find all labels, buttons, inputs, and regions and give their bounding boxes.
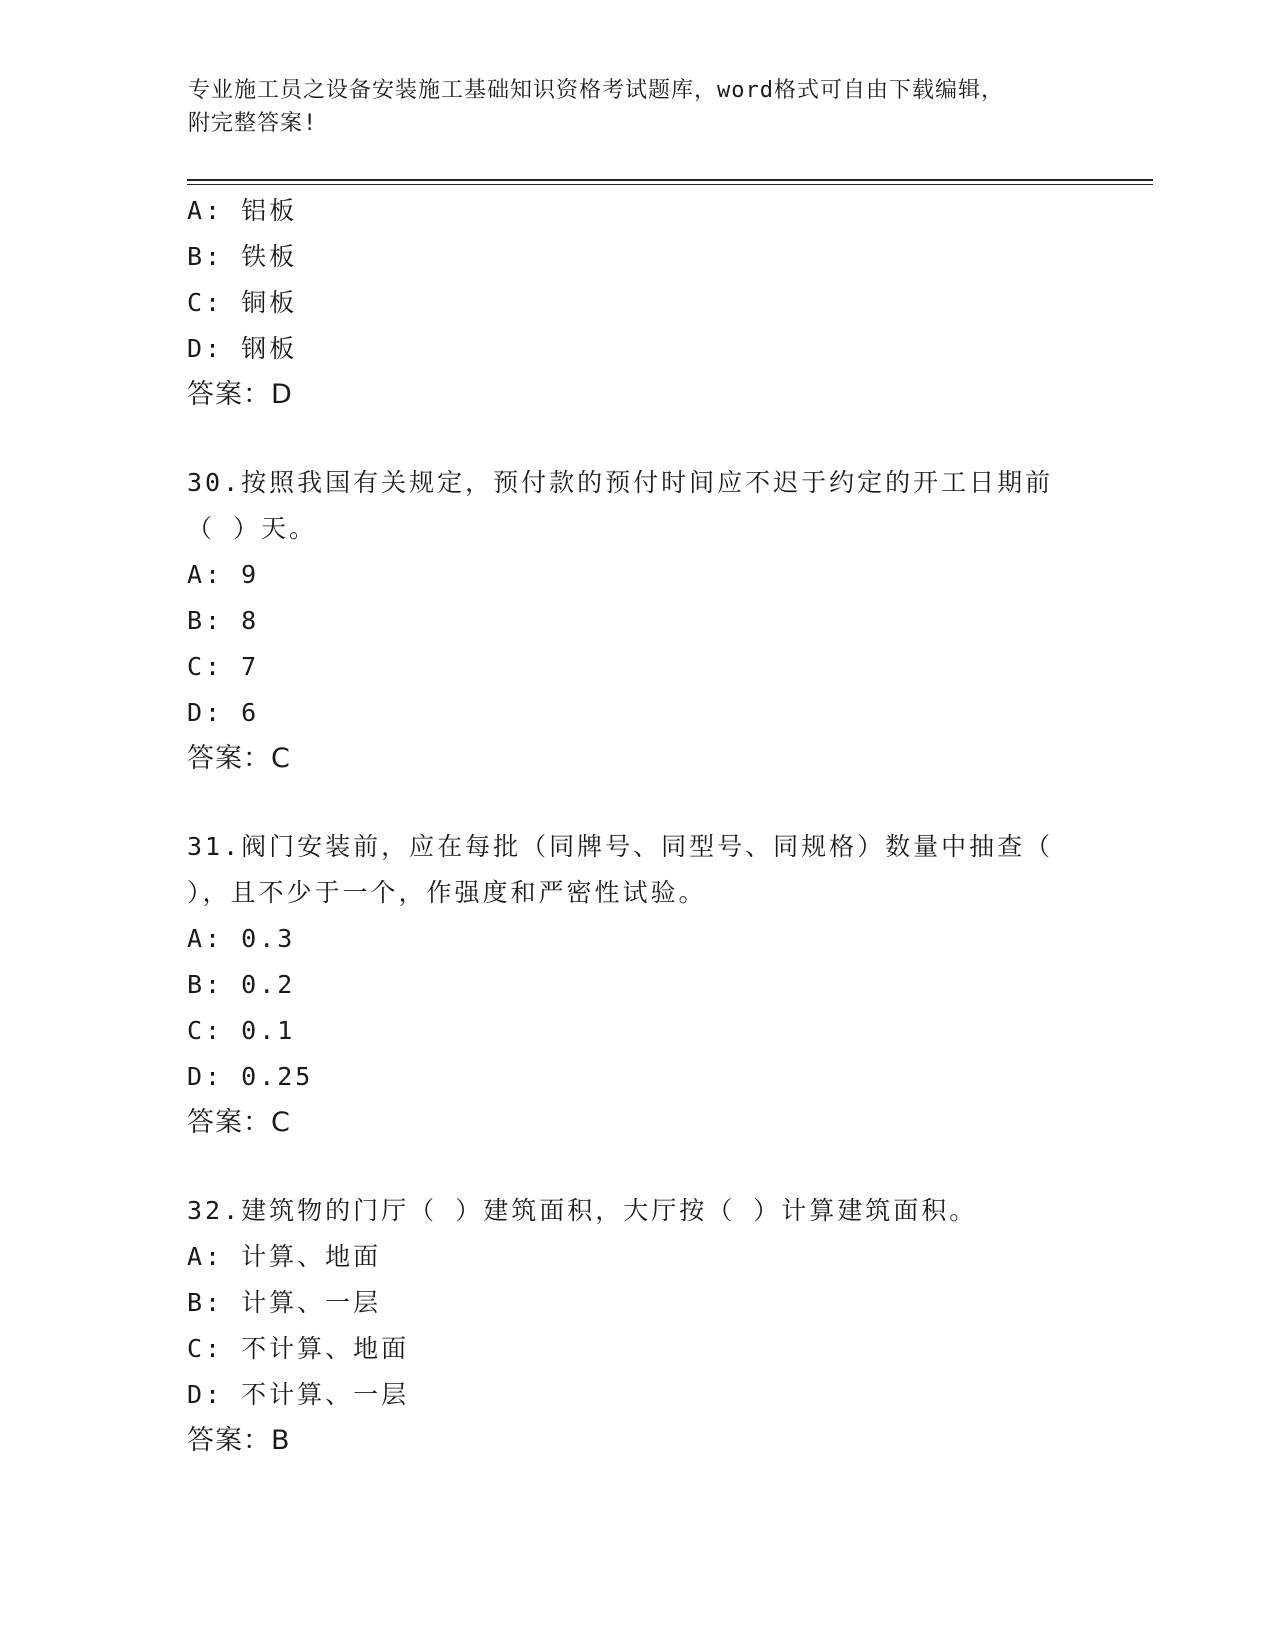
header-line-1: 专业施工员之设备安装施工基础知识资格考试题库，word格式可自由下载编辑， bbox=[188, 78, 1004, 103]
option-a: A: 计算、地面 bbox=[187, 1242, 382, 1271]
option-a: A: 铝板 bbox=[187, 196, 298, 225]
option-c: C: 7 bbox=[187, 652, 260, 681]
option-d: D: 钢板 bbox=[187, 334, 298, 363]
header-divider-thin bbox=[187, 184, 1153, 185]
question-list bbox=[187, 188, 1087, 1464]
option-c: C: 铜板 bbox=[187, 288, 298, 317]
option-b: B: 0.2 bbox=[187, 970, 296, 999]
question-32 bbox=[187, 1188, 1087, 1464]
answer-line: 答案：D bbox=[187, 379, 293, 410]
question-text-line-2: （ ）天。 bbox=[187, 514, 318, 543]
option-c: C: 0.1 bbox=[187, 1016, 296, 1045]
spacer bbox=[187, 782, 1087, 824]
option-d: D: 0.25 bbox=[187, 1062, 314, 1091]
spacer bbox=[187, 418, 1087, 460]
option-d: D: 不计算、一层 bbox=[187, 1380, 410, 1409]
option-b: B: 8 bbox=[187, 606, 260, 635]
answer-line: 答案：C bbox=[187, 743, 291, 774]
spacer bbox=[187, 1146, 1087, 1188]
option-c: C: 不计算、地面 bbox=[187, 1334, 410, 1363]
question-31 bbox=[187, 824, 1087, 1146]
option-b: B: 铁板 bbox=[187, 242, 298, 271]
question-text-line-1: 32.建筑物的门厅（ ）建筑面积，大厅按（ ）计算建筑面积。 bbox=[187, 1196, 978, 1225]
header-line-2: 附完整答案! bbox=[188, 111, 318, 136]
option-b: B: 计算、一层 bbox=[187, 1288, 382, 1317]
option-a: A: 0.3 bbox=[187, 924, 296, 953]
answer-line: 答案：B bbox=[187, 1425, 291, 1456]
answer-line: 答案：C bbox=[187, 1107, 291, 1138]
option-a: A: 9 bbox=[187, 560, 260, 589]
document-header bbox=[188, 74, 1088, 140]
question-text-line-1: 31.阀门安装前，应在每批（同牌号、同型号、同规格）数量中抽查（ bbox=[187, 832, 1054, 861]
option-d: D: 6 bbox=[187, 698, 260, 727]
question-text-line-1: 30.按照我国有关规定，预付款的预付时间应不迟于约定的开工日期前 bbox=[187, 468, 1054, 497]
header-divider-thick bbox=[187, 179, 1153, 181]
question-30 bbox=[187, 460, 1087, 782]
question-block-continued bbox=[187, 188, 1087, 418]
question-text-line-2: ），且不少于一个，作强度和严密性试验。 bbox=[187, 878, 707, 907]
